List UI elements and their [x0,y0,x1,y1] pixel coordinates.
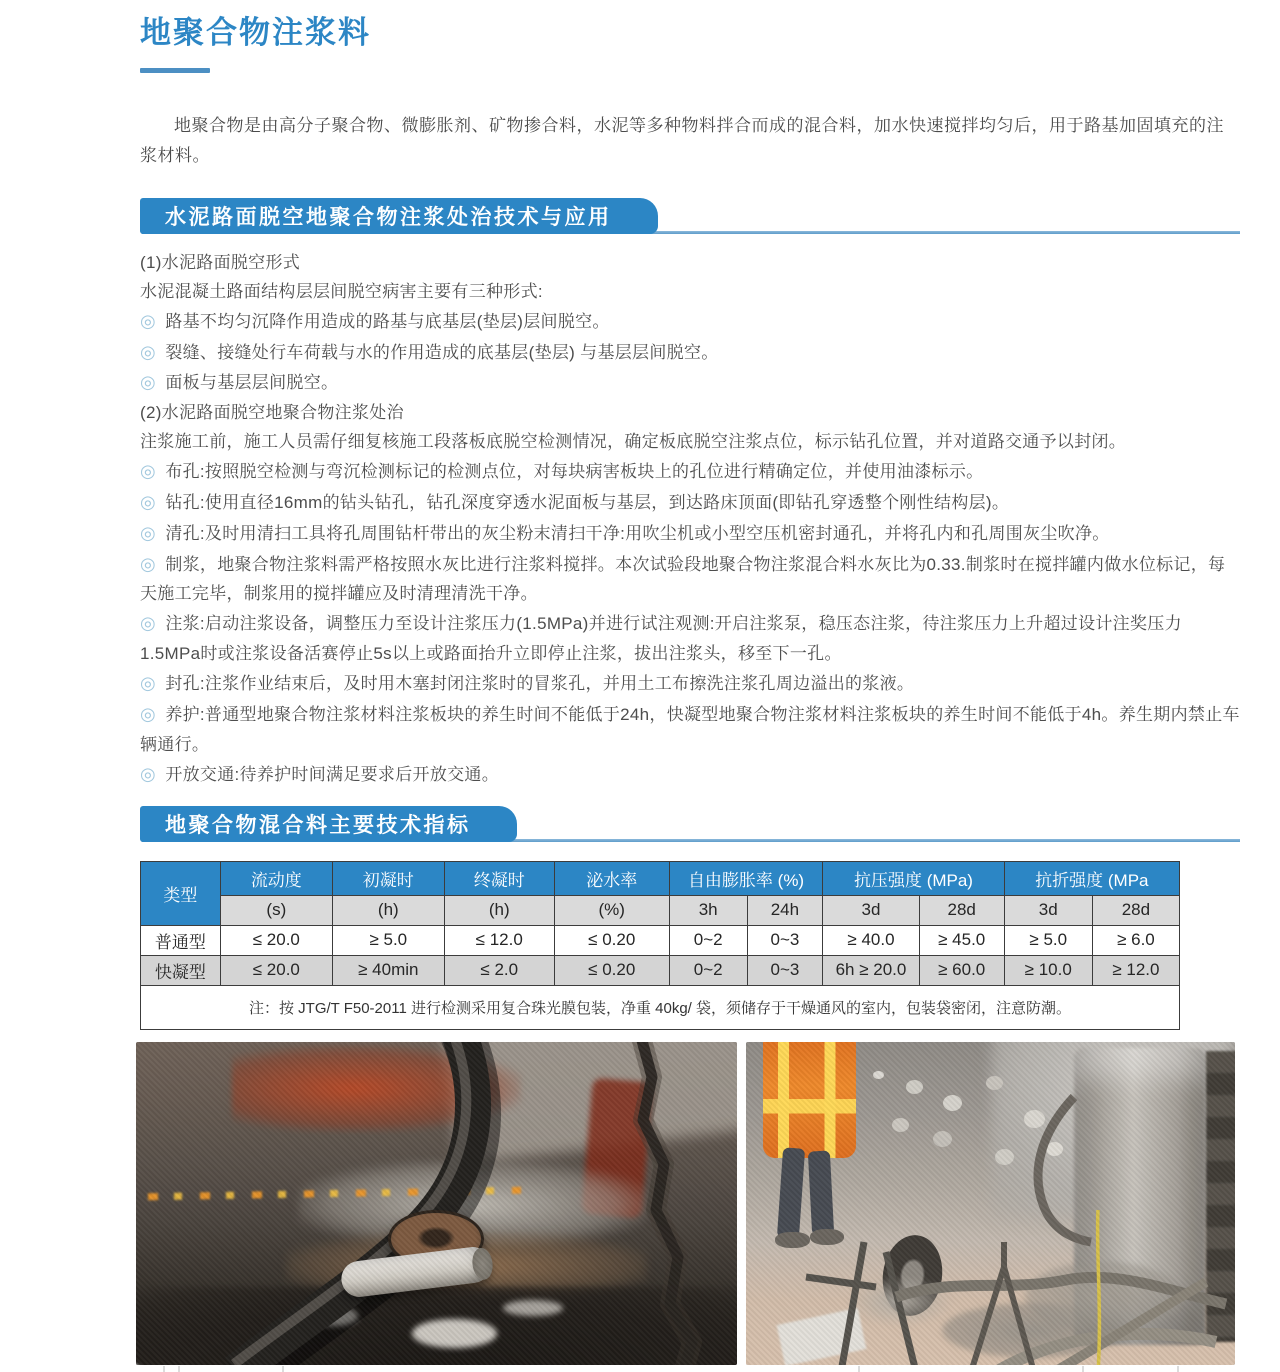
scan-artifact-line [858,1366,860,1372]
hose-and-crack-graphic [136,1042,737,1365]
table-cell: ≥ 40min [332,955,444,985]
table-cell: 0~2 [669,925,747,955]
body-paragraph: (1)水泥路面脱空形式 [140,252,301,272]
bullet-circle-icon: ◎ [140,763,162,784]
scan-artifact-line [282,1366,284,1372]
section2-banner-row [140,806,1240,842]
bullet-item: ◎ 制浆，地聚合物注浆料需严格按照水灰比进行注浆料搅拌。本次试验段地聚合物注浆混合料水灰比为0.33.制浆时在搅拌罐内做水位标记，每天施工完毕，制浆用的搅拌罐应及时清理清洗干净。 [140,553,1226,604]
table-cell: ≤ 20.0 [220,925,332,955]
table-cell: ≥ 5.0 [332,925,444,955]
bullet-item: ◎ 注浆:启动注浆设备，调整压力至设计注浆压力(1.5MPa)并进行试注观测:开启注浆泵，稳压态注浆，待注浆压力上升超过设计注奖压力1.5MPa时或注浆设备活赛停止5s以上或路面抬升立即停止注浆，拔出注浆头，移至下一孔。 [140,613,1182,664]
section2-heading-banner [140,806,517,842]
yellow-rope [1098,1210,1100,1365]
scan-artifact-line [163,1366,165,1372]
photo-row [136,1042,1240,1365]
table-cell: ≤ 0.20 [554,955,669,985]
table-cell: ≥ 40.0 [823,925,919,955]
intro-paragraph: 地聚合物是由高分子聚合物、微膨胀剂、矿物掺合料，水泥等多种物料拌合而成的混合料，加水快速搅拌均匀后，用于路基加固填充的注浆材料。 [140,116,1224,166]
scan-artifact-line [1082,1366,1084,1372]
photo-grouting-site [746,1042,1235,1365]
table-unit-cell: 28d [919,895,1004,925]
section2-heading: 地聚合物混合料主要技术指标 [165,813,471,837]
table-cell: ≤ 0.20 [554,925,669,955]
scan-artifact-line [1177,1366,1179,1372]
bullet-circle-icon: ◎ [140,492,162,512]
table-row [141,925,1180,955]
page-edge-artifacts [136,1365,1246,1372]
page-title: 地聚合物注浆料 [140,15,371,50]
table-header-cell: 泌水率 [554,861,669,895]
table-cell: 0~3 [747,925,823,955]
body-paragraph: 水泥混凝土路面结构层层间脱空病害主要有三种形式: [140,281,543,301]
bullet-item: ◎ 路基不均匀沉降作用造成的路基与底基层(垫层)层间脱空。 [140,310,610,331]
table-cell: ≤ 12.0 [444,925,554,955]
body-paragraph: 注浆施工前，施工人员需仔细复核施工段落板底脱空检测情况，确定板底脱空注浆点位，标示钻孔位置，并对道路交通予以封闭。 [140,432,1127,452]
table-header-cell: 初凝时 [332,861,444,895]
bullet-circle-icon: ◎ [140,703,162,724]
table-cell: 6h ≥ 20.0 [823,955,919,985]
title-underline [140,68,210,73]
bullet-item: ◎ 布孔:按照脱空检测与弯沉检测标记的检测点位，对每块病害板块上的孔位进行精确定位，并使用油漆标示。 [140,461,984,482]
bullet-circle-icon: ◎ [140,372,162,393]
table-cell: ≥ 12.0 [1092,955,1179,985]
table-cell: ≤ 2.0 [444,955,554,985]
table-unit-cell: (h) [332,895,444,925]
injection-rod-stand [971,1242,1034,1365]
table-note: 注：按 JTG/T F50-2011 进行检测采用复合珠光膜包装，净重 40kg/ 袋，须储存于干燥通风的室内，包装袋密闭，注意防潮。 [141,985,1180,1029]
table-header-cell: 终凝时 [444,861,554,895]
table-cell: 0~3 [747,955,823,985]
table-row [141,955,1180,985]
table-cell: 0~2 [669,955,747,985]
table-unit-cell: (h) [444,895,554,925]
bullet-circle-icon: ◎ [140,673,162,694]
table-cell: ≥ 60.0 [919,955,1004,985]
spec-table [140,861,1180,1030]
row-type-cell: 快凝型 [141,955,221,985]
row-type-cell: 普通型 [141,925,221,955]
table-cell: ≤ 20.0 [220,955,332,985]
bullet-circle-icon: ◎ [140,553,162,574]
table-unit-cell: 24h [747,895,823,925]
table-cell: ≥ 5.0 [1004,925,1092,955]
table-header-cell: 抗压强度 (MPa) [823,861,1004,895]
section1-body [140,248,1240,790]
bullet-circle-icon: ◎ [140,613,162,634]
content-column [140,0,1240,1372]
bullet-circle-icon: ◎ [140,341,162,362]
table-cell: ≥ 6.0 [1092,925,1179,955]
table-unit-cell: (%) [554,895,669,925]
table-unit-cell: 3d [1004,895,1092,925]
body-paragraph: (2)水泥路面脱空地聚合物注浆处治 [140,403,404,423]
bullet-item: ◎ 裂缝、接缝处行车荷载与水的作用造成的底基层(垫层) 与基层层间脱空。 [140,341,719,362]
wheelbarrow-frame [806,1242,916,1365]
machine-hose [1038,1097,1091,1242]
section1-heading: 水泥路面脱空地聚合物注浆处治技术与应用 [165,205,612,229]
bullet-circle-icon: ◎ [140,310,162,331]
bullet-circle-icon: ◎ [140,461,162,482]
table-header-cell: 流动度 [220,861,332,895]
table-header-cell: 自由膨胀率 (%) [669,861,822,895]
section1-banner-row [140,198,1240,234]
bullet-item: ◎ 清孔:及时用清扫工具将孔周围钻杆带出的灰尘粉末清扫干净:用吹尘机或小型空压机密封通孔，并将孔内和孔周围灰尘吹净。 [140,522,1110,543]
bullet-item: ◎ 钻孔:使用直径16mm的钻头钻孔，钻孔深度穿透水泥面板与基层，到达路床顶面(即钻孔穿透整个刚性结构层)。 [140,492,1010,512]
table-unit-cell: 3h [669,895,747,925]
table-unit-cell: (s) [220,895,332,925]
bullet-item: ◎ 开放交通:待养护时间满足要求后开放交通。 [140,763,500,784]
table-unit-cell: 28d [1092,895,1179,925]
ground-hose-crossing [1046,1282,1206,1365]
scan-artifact-line [178,1366,180,1372]
bullet-item: ◎ 养护:普通型地聚合物注浆材料注浆板块的养生时间不能低于24h，快凝型地聚合物注浆材料注浆板块的养生时间不能低于4h。养生期内禁止车辆通行。 [140,703,1240,754]
hoses-and-frame-graphic [746,1042,1235,1365]
bullet-circle-icon: ◎ [140,522,162,543]
table-cell: ≥ 10.0 [1004,955,1092,985]
table-header-cell: 类型 [141,861,221,925]
table-cell: ≥ 45.0 [919,925,1004,955]
bullet-item: ◎ 面板与基层层间脱空。 [140,372,339,393]
bullet-item: ◎ 封孔:注浆作业结束后，及时用木塞封闭注浆时的冒浆孔，并用土工布擦洗注浆孔周边溢出的浆液。 [140,673,915,694]
table-header-cell: 抗折强度 (MPa [1004,861,1179,895]
section1-heading-banner [140,198,658,234]
photo-grouting-hose-nozzle [136,1042,737,1365]
table-unit-cell: 3d [823,895,919,925]
